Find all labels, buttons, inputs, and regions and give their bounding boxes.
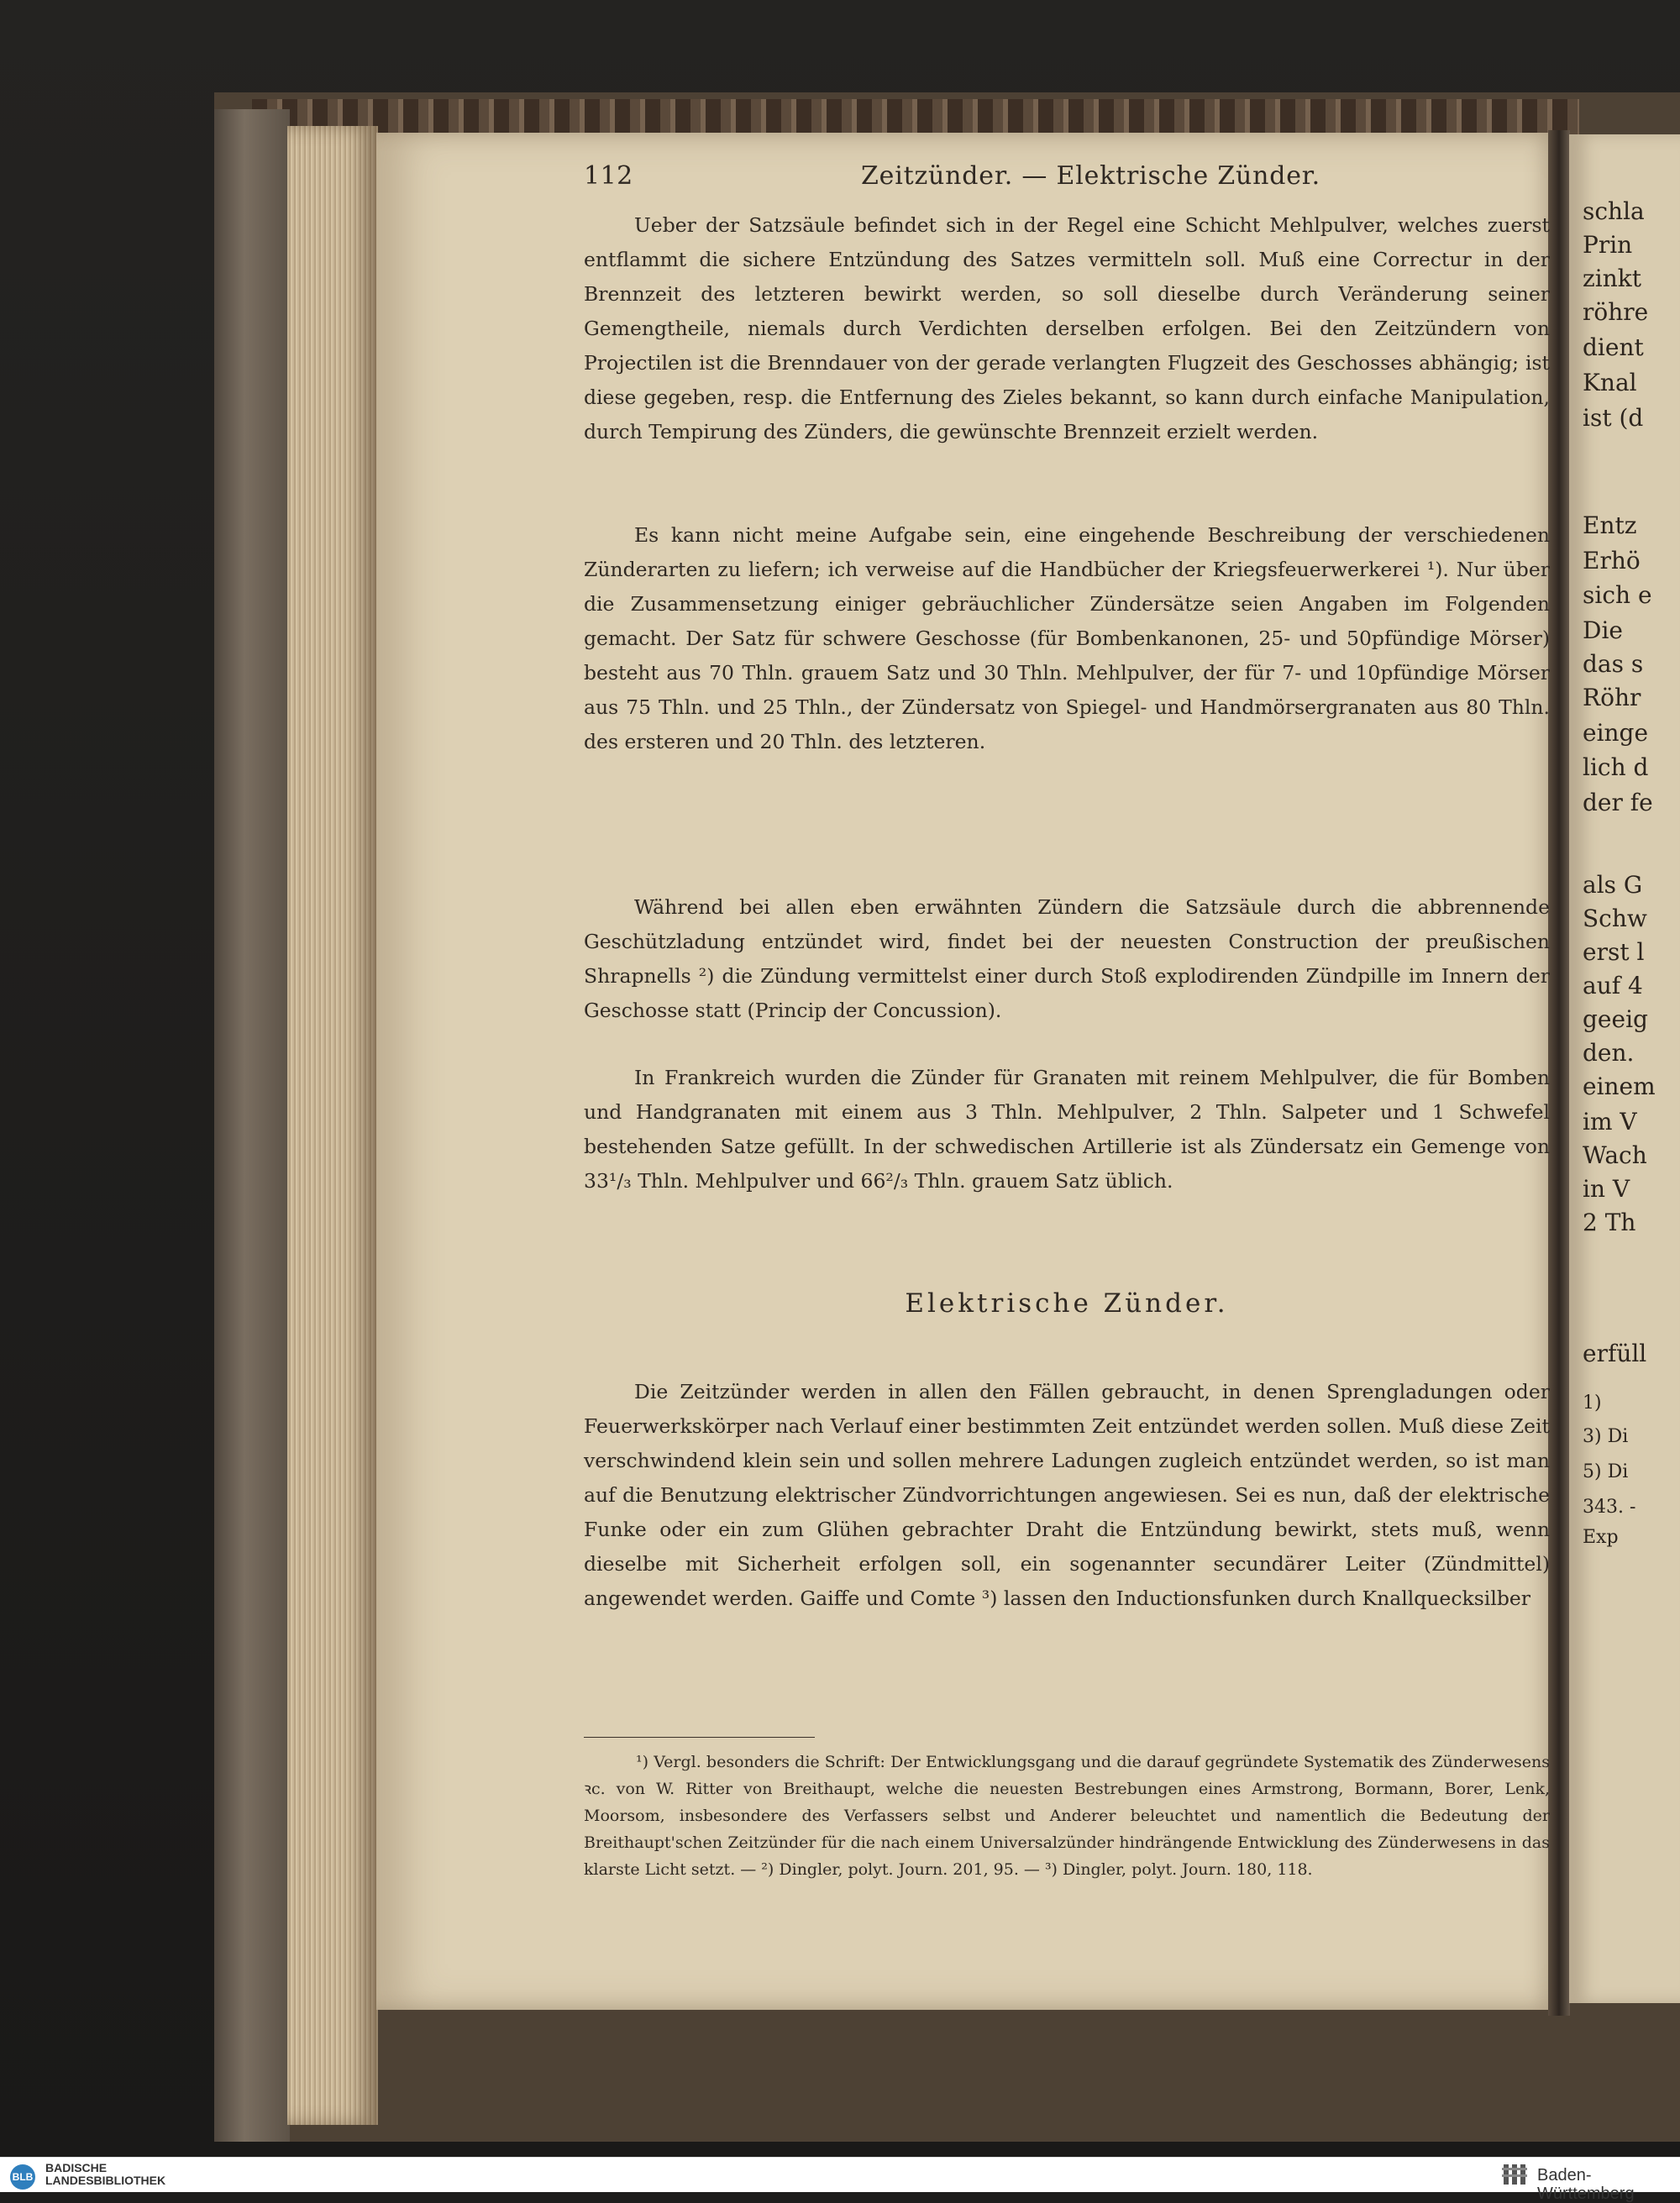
library-name-line: LANDESBIBLIOTHEK [45, 2174, 166, 2187]
blb-logo-icon: BLB [10, 2164, 35, 2190]
right-page-text-fragment: Wach [1583, 1141, 1647, 1169]
paragraph-text: Ueber der Satzsäule befindet sich in der Regel eine Schicht Mehlpulver, welches zuerst entflammt die sichere Entzündung des Satzes vermitteln soll. Muß eine Correctur in der Brennzeit des letzteren bewirkt werden, so soll dieselbe durch Veränderung seiner Gemengtheile, niemals durch Verdichten derselben erfolgen. Bei den Zeitzündern von Projectilen ist die Brenndauer von der gerade verlangten Flugzeit des Geschosses abhängig; ist diese gegeben, resp. die Entfernung des Zieles bekannt, so kann durch einfache Manipulation, durch Tempirung des Zünders, die gewünschte Brennzeit erzielt werden. [584, 213, 1550, 443]
right-page-text-fragment: sich e [1583, 581, 1652, 609]
library-name-line: BADISCHE [45, 2161, 108, 2174]
paragraph-text: Während bei allen eben erwähnten Zündern die Satzsäule durch die abbrennende Geschützladung entzündet wird, findet bei der neuesten Construction der preußischen Shrapnells ²) die Zündung vermittelst einer durch Stoß explodirenden Zündpille im Innern der Geschosse statt (Princip der Concussion). [584, 895, 1550, 1022]
page-edges [287, 126, 378, 2125]
right-page-text-fragment: als G [1583, 871, 1643, 899]
right-page-text-fragment: 2 Th [1583, 1209, 1636, 1236]
running-title: Zeitzünder. — Elektrische Zünder. [861, 161, 1320, 191]
body-paragraph [584, 890, 1550, 1028]
right-page-text-fragment: Prin [1583, 231, 1633, 259]
right-page-text-fragment: Röhr [1583, 684, 1641, 711]
footnote-divider [584, 1737, 815, 1738]
section-heading: Elektrische Zünder. [905, 1288, 1229, 1319]
state-name: Baden-Württemberg [1537, 2166, 1635, 2203]
right-page-text-fragment: erst l [1583, 938, 1645, 966]
right-page-text-fragment: Knal [1583, 369, 1637, 396]
footnotes [584, 1749, 1550, 1883]
right-page-text-fragment: Schw [1583, 905, 1647, 932]
right-page-text-fragment: das s [1583, 650, 1644, 678]
paragraph-text: In Frankreich wurden die Zünder für Granaten mit reinem Mehlpulver, die für Bomben und Handgranaten mit einem aus 3 Thln. Mehlpulver, 2 Thln. Salpeter und 1 Schwefel bestehenden Satze gefüllt. In der schwedischen Artillerie ist als Zündersatz ein Gemenge von 33¹/₃ Thln. Mehlpulver und 66²/₃ Thln. grauem Satz üblich. [584, 1066, 1550, 1193]
body-paragraph [584, 1061, 1550, 1199]
right-page-text-fragment: schla [1583, 197, 1645, 225]
page-header [584, 161, 1550, 198]
right-page-text-fragment: 3) Di [1583, 1426, 1629, 1447]
right-page-text-fragment: Erhö [1583, 547, 1641, 574]
right-page-text-fragment: einem [1583, 1073, 1656, 1100]
book-gutter [1548, 130, 1570, 2016]
right-page-text-fragment: Die [1583, 616, 1623, 644]
right-page-text-fragment: Exp [1583, 1527, 1619, 1548]
right-page-text-fragment: 5) Di [1583, 1461, 1629, 1482]
right-page-text-fragment: einge [1583, 719, 1649, 747]
right-page-text-fragment: dient [1583, 333, 1644, 361]
footnote-text: ¹) Vergl. besonders die Schrift: Der Entwicklungsgang und die darauf gegründete Systematik des Zünderwesens ꝛc. von W. Ritter von Breithaupt, welche die neuesten Bestrebungen eines Armstrong, Bormann, Borer, Lenk, Moorsom, insbesondere des Verfassers selbst und Anderer beleuchtet und namentlich die Bedeutung der Breithaupt'schen Zeitzünder für die nach einem Universalzünder hindrängende Entwicklung des Zünderwesens in das klarste Licht setzt. — ²) Dingler, polyt. Journ. 201, 95. — ³) Dingler, polyt. Journ. 180, 118. [584, 1753, 1550, 1879]
body-paragraph [584, 518, 1550, 759]
right-page-text-fragment: erfüll [1583, 1340, 1647, 1367]
book-spine-edge [214, 109, 290, 2142]
right-page-text-fragment: Entz [1583, 511, 1637, 539]
right-page-text-fragment: auf 4 [1583, 972, 1643, 999]
right-page-text-fragment: lich d [1583, 753, 1649, 781]
right-page-fragment [1569, 134, 1680, 2003]
paragraph-text: Die Zeitzünder werden in allen den Fällen gebraucht, in denen Sprengladungen oder Feuerwerkskörper nach Verlauf einer bestimmten Zeit entzündet werden sollen. Muß diese Zeit verschwindend klein sein und sollen mehrere Ladungen zugleich entzündet werden, so ist man auf die Benutzung elektrischer Zündvorrichtungen angewiesen. Sei es nun, daß der elektrische Funke oder ein zum Glühen gebrachter Draht die Entzündung bewirkt, stets muß, wenn dieselbe mit Sicherheit erfolgen soll, ein sogenannter secundärer Leiter (Zündmittel) angewendet werden. Gaiffe und Comte ³) lassen den Inductionsfunken durch Knallquecksilber [584, 1380, 1550, 1610]
right-page-text-fragment: im V [1583, 1108, 1637, 1136]
right-page-text-fragment: geeig [1583, 1005, 1648, 1033]
right-page-text-fragment: 1) [1583, 1393, 1602, 1414]
viewer-footer-bar [0, 2157, 1680, 2192]
right-page-text-fragment: ist (d [1583, 404, 1644, 432]
right-page-text-fragment: der fe [1583, 789, 1653, 816]
library-name [45, 2162, 165, 2187]
body-paragraph [584, 208, 1550, 449]
right-page-text-fragment: röhre [1583, 298, 1649, 326]
paragraph-text: Es kann nicht meine Aufgabe sein, eine eingehende Beschreibung der verschiedenen Zünderarten zu liefern; ich verweise auf die Handbücher der Kriegsfeuerwerkerei ¹). Nur über die Zusammensetzung einiger gebräuchlicher Zündersätze seien Angaben im Folgenden gemacht. Der Satz für schwere Geschosse (für Bombenkanonen, 25- und 50pfündige Mörser) besteht aus 70 Thln. grauem Satz und 30 Thln. Mehlpulver, der für 7- und 10pfündige Mörser aus 75 Thln. und 25 Thln., der Zündersatz von Spiegel- und Handmörsergranaten aus 80 Thln. des ersteren und 20 Thln. des letzteren. [584, 523, 1550, 753]
page-number: 112 [584, 161, 633, 191]
right-page-text-fragment: zinkt [1583, 265, 1641, 292]
right-page-text-fragment: in V [1583, 1175, 1630, 1203]
right-page-text-fragment: den. [1583, 1039, 1635, 1067]
right-page-text-fragment: 343. - [1583, 1497, 1636, 1518]
coat-of-arms-icon [1502, 2163, 1527, 2186]
body-paragraph [584, 1375, 1550, 1616]
